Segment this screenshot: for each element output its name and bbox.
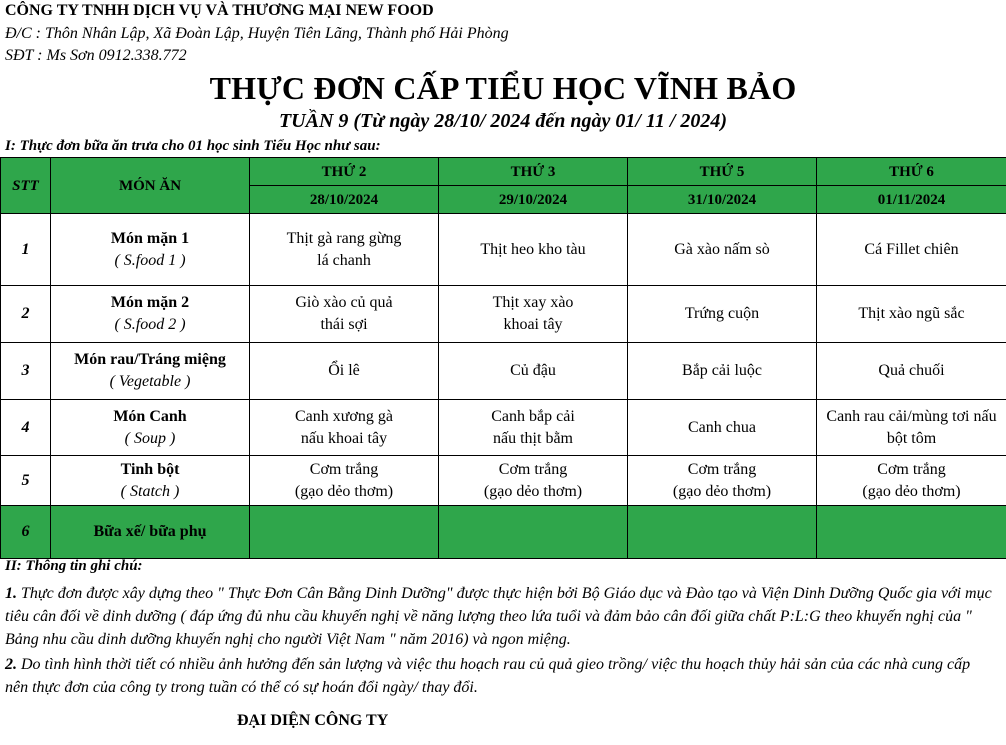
cell-line: (gạo dẻo thơm) [294,482,394,500]
section-1-heading: I: Thực đơn bữa ăn trưa cho 01 học sinh Tiểu Học như sau: [5,138,381,154]
menu-cell [628,214,817,286]
dish-name: Tinh bột [120,460,180,478]
menu-cell [439,456,628,506]
menu-cell [439,343,628,400]
cell-line: Thịt gà rang gừng [286,229,402,247]
menu-cell [439,214,628,286]
menu-cell [250,400,439,456]
note-text: Do tình hình thời tiết có nhiều ảnh hưởng đến sản lượng và việc thu hoạch rau củ quả gieo trồng/ việc thu hoạch thủy hải sản của các nhà cung cấp nên thực đơn của công ty trong tuần có thể có sự hoán đổi ngày/ thay đổi. [5,656,971,696]
cell-line: Canh bắp cải [491,407,575,425]
cell-line: Thịt heo kho tàu [480,240,586,258]
menu-table [0,157,1006,559]
table-row [1,214,1006,286]
cell-line: Cơm trắng [309,460,379,478]
cell-line: Thịt xào ngũ sắc [858,305,965,322]
cell-line: Giò xào củ quả [295,294,393,311]
cell-line: bột tôm [886,429,937,447]
header-date-4: 01/11/2024 [817,186,1006,214]
row-stt: 6 [1,506,51,559]
cell-line: thái sợi [320,316,368,333]
cell-line: Cá Fillet chiên [864,240,959,258]
cell-line: Canh rau cải/mùng tơi nấu [826,407,997,425]
cell-line: Cơm trắng [498,460,568,478]
dish-cell [51,214,250,286]
dish-subtitle: ( Statch ) [120,482,180,500]
menu-cell-empty [250,506,439,559]
header-day-4: THỨ 6 [817,158,1006,186]
menu-cell [817,214,1006,286]
table-row [1,400,1006,456]
cell-line: (gạo dẻo thơm) [672,482,772,500]
menu-cell [817,456,1006,506]
menu-cell [628,456,817,506]
menu-cell [628,343,817,400]
menu-cell [439,286,628,343]
dish-name: Món rau/Tráng miệng [74,351,226,368]
header-day-2: THỨ 3 [439,158,628,186]
cell-line: Gà xào nấm sò [674,240,770,258]
dish-cell [51,286,250,343]
menu-cell [439,400,628,456]
dish-subtitle: ( Soup ) [124,429,176,447]
menu-cell [250,343,439,400]
company-representative: ĐẠI DIỆN CÔNG TY [237,712,389,729]
cell-line: nấu thịt bằm [493,429,573,447]
header-dish: MÓN ĂN [51,158,250,214]
cell-line: lá chanh [317,251,371,269]
company-phone: SĐT : Ms Sơn 0912.338.772 [5,47,187,64]
row-stt: 2 [1,286,51,343]
header-day-3: THỨ 5 [628,158,817,186]
menu-cell [628,286,817,343]
note-1 [5,582,997,651]
dish-subtitle: ( Vegetable ) [109,373,191,390]
cell-line: Canh xương gà [294,407,393,425]
menu-cell-empty [439,506,628,559]
dish-name: Món mặn 1 [110,229,190,247]
table-row [1,343,1006,400]
header-stt: STT [1,158,51,214]
cell-line: Ổi lê [328,362,360,379]
dish-subtitle: ( S.food 2 ) [114,316,186,333]
table-row [1,456,1006,506]
cell-line: nấu khoai tây [300,429,388,447]
dish-cell: Bữa xế/ bữa phụ [51,506,250,559]
menu-title: THỰC ĐƠN CẤP TIỂU HỌC VĨNH BẢO [209,70,797,106]
note-number: 2. [5,656,17,673]
cell-line: Cơm trắng [877,460,946,478]
row-stt: 3 [1,343,51,400]
cell-line: Quả chuối [878,362,945,379]
menu-cell [628,400,817,456]
row-stt: 4 [1,400,51,456]
row-stt: 1 [1,214,51,286]
dish-cell [51,456,250,506]
note-2 [5,653,997,699]
table-row [1,286,1006,343]
note-text: Thực đơn được xây dựng theo " Thực Đơn Cân Bằng Dinh Dưỡng" được thực hiện bởi Bộ Giáo dục và Đào tạo và Viện Dinh Dưỡng Quốc gia với mục tiêu cân đối về dinh dưỡng ( đáp ứng đủ nhu cầu khuyến nghị về năng lượng theo lứa tuổi và đảm bảo cân đối giữa chất P:L:G theo khuyến nghị của " Bảng nhu cầu dinh dưỡng khuyến nghị cho người Việt Nam " năm 2016) và ngon miệng. [5,585,992,648]
header-date-1: 28/10/2024 [250,186,439,214]
dish-cell [51,400,250,456]
cell-line: khoai tây [503,316,563,333]
menu-cell [250,456,439,506]
cell-line: (gạo dẻo thơm) [483,482,583,500]
cell-line: Canh chua [688,418,756,436]
header-day-1: THỨ 2 [250,158,439,186]
dish-subtitle: ( S.food 1 ) [114,251,186,269]
section-2-heading: II: Thông tin ghi chú: [5,558,143,574]
cell-line: Cơm trắng [687,460,757,478]
menu-cell [817,400,1006,456]
cell-line: Trứng cuộn [684,305,760,322]
menu-cell-empty [817,506,1006,559]
cell-line: (gạo dẻo thơm) [862,482,961,500]
header-date-2: 29/10/2024 [439,186,628,214]
menu-cell [250,214,439,286]
dish-name: Món mặn 2 [110,294,190,311]
menu-cell [817,343,1006,400]
table-row-snack [1,506,1006,559]
menu-cell [250,286,439,343]
company-name: CÔNG TY TNHH DỊCH VỤ VÀ THƯƠNG MẠI NEW FOOD [5,2,434,19]
row-stt: 5 [1,456,51,506]
dish-cell [51,343,250,400]
dish-name: Món Canh [113,407,187,425]
cell-line: Củ đậu [510,362,556,379]
header-date-3: 31/10/2024 [628,186,817,214]
company-address: Đ/C : Thôn Nhân Lập, Xã Đoàn Lập, Huyện Tiên Lãng, Thành phố Hải Phòng [5,25,509,42]
menu-cell-empty [628,506,817,559]
cell-line: Thịt xay xào [492,294,574,311]
note-number: 1. [5,585,17,602]
menu-week: TUẦN 9 (Từ ngày 28/10/ 2024 đến ngày 01/ 11 / 2024) [278,110,728,132]
menu-cell [817,286,1006,343]
cell-line: Bắp cải luộc [682,362,762,379]
